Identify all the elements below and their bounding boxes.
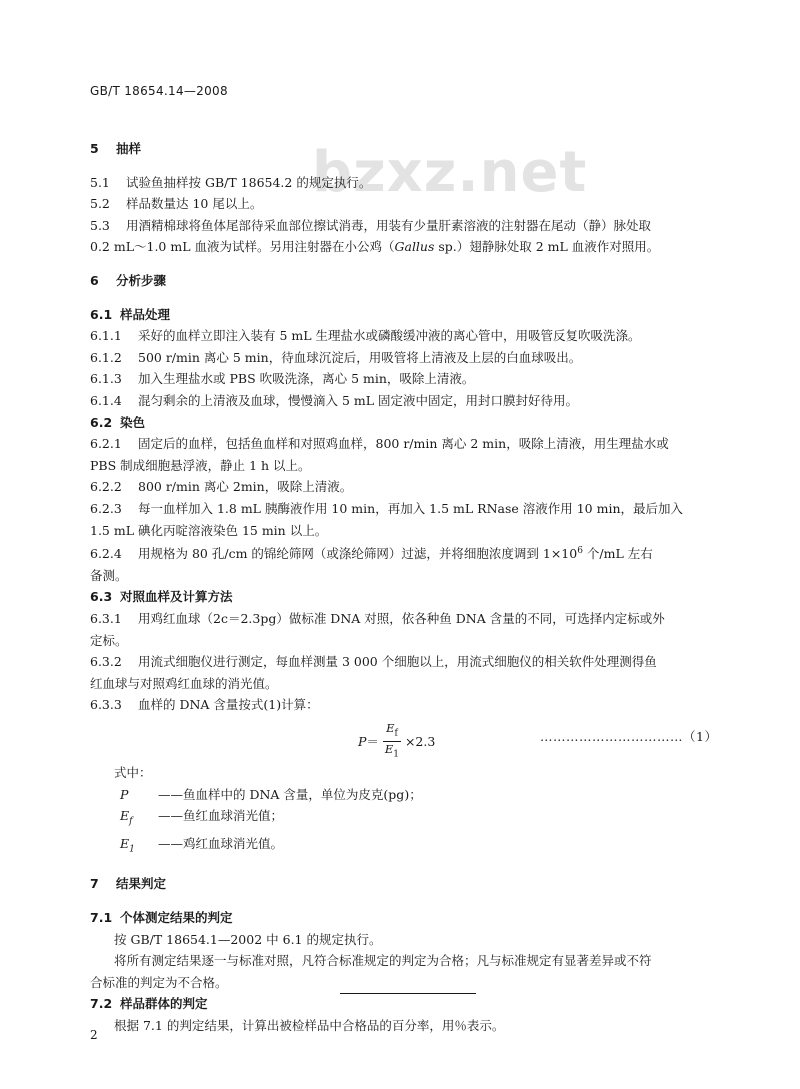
subsection-6-3-heading	[90, 586, 714, 608]
legend-text: 鱼血样中的 DNA 含量，单位为皮克(pg)；	[183, 786, 422, 802]
clause-number: 6.3.2	[90, 654, 122, 670]
formula-expression	[358, 722, 435, 762]
clause-5-3-continued	[90, 236, 714, 258]
clause-text: 采好的血样立即注入装有 5 mL 生理盐水或磷酸缓冲液的离心管中，用吸管反复吹吸洗涤。	[138, 328, 641, 344]
section-title: 分析步骤	[116, 272, 167, 288]
clause-6-2-3	[90, 498, 714, 520]
clause-text: 用酒精棉球将鱼体尾部待采血部位擦试消毒，用装有少量肝素溶液的注射器在尾动（静）脉处取	[126, 217, 652, 233]
legend-text: 鸡红血球消光值。	[183, 836, 284, 852]
watermark: bzxz.net	[312, 140, 588, 205]
subsection-number: 6.3	[90, 589, 113, 605]
clause-5-2	[90, 193, 714, 215]
clause-text: 用规格为 80 孔/cm 的锦纶筛网（或涤纶筛网）过滤，并将细胞浓度调到 1×10	[138, 546, 578, 562]
clause-number: 6.2.1	[90, 436, 122, 452]
section-number: 5	[90, 141, 99, 156]
subsection-number: 6.2	[90, 414, 113, 430]
clause-6-3-2	[90, 651, 714, 673]
legend-separator: ——	[158, 808, 183, 824]
numerator-subscript: f	[394, 728, 398, 739]
denominator-subscript: 1	[393, 749, 399, 760]
clause-text: 500 r/min 离心 5 min，待血球沉淀后，用吸管将上清液及上层的白血球吸出。	[138, 349, 582, 365]
section-6-heading	[90, 270, 714, 292]
formula-fraction	[383, 722, 401, 762]
clause-text: 血样的 DNA 含量按式(1)计算：	[138, 697, 319, 713]
clause-text: 加入生理盐水或 PBS 吹吸洗涤，离心 5 min，吸除上清液。	[138, 371, 475, 387]
clause-6-2-3-continued: 1.5 mL 碘化丙啶溶液染色 15 min 以上。	[90, 522, 328, 538]
section-number: 6	[90, 272, 99, 288]
clause-number: 5.2	[90, 196, 110, 212]
clause-text: 样品数量达 10 尾以上。	[126, 196, 263, 212]
clause-number: 5.3	[90, 217, 110, 233]
clause-6-2-4-continued: 备测。	[90, 567, 128, 583]
section-7-heading	[90, 873, 714, 895]
clause-text: 800 r/min 离心 2min，吸除上清液。	[138, 479, 353, 495]
clause-text: sp.）翅静脉处取 2 mL 血液作对照用。	[434, 239, 660, 255]
exponent: 6	[577, 546, 583, 557]
symbol-subscript: 1	[129, 844, 135, 855]
formula-lhs: P	[358, 734, 367, 749]
clause-number: 6.1.2	[90, 349, 122, 365]
clause-6-1-2	[90, 347, 714, 369]
clause-number: 6.1.1	[90, 328, 122, 344]
clause-6-2-1-continued: PBS 制成细胞悬浮液，静止 1 h 以上。	[90, 457, 311, 473]
legend-symbol	[120, 805, 158, 833]
clause-text: 每一血样加入 1.8 mL 胰酶液作用 10 min，再加入 1.5 mL RNase 溶液作用 10 min，最后加入	[138, 500, 684, 516]
clause-number: 6.2.3	[90, 500, 122, 516]
clause-number: 6.2.4	[90, 546, 122, 562]
subsection-7-2-heading	[90, 993, 714, 1015]
clause-6-3-1-continued: 定标。	[90, 632, 128, 648]
clause-5-1	[90, 172, 714, 194]
numerator-symbol: E	[386, 721, 395, 735]
clause-text: 固定后的血样，包括鱼血样和对照鸡血样，800 r/min 离心 2 min，吸除上清液，用生理盐水或	[138, 436, 669, 452]
clause-text: 用鸡红血球（2c＝2.3pg）做标准 DNA 对照，依各种鱼 DNA 含量的不同，可选择内定标或外	[138, 611, 665, 627]
clause-text: 0.2 mL～1.0 mL 血液为试样。另用注射器在小公鸡（	[90, 239, 395, 255]
clause-text: 用流式细胞仪进行测定，每血样测量 3 000 个细胞以上，用流式细胞仪的相关软件处理测得鱼	[138, 654, 657, 670]
subsection-title: 样品处理	[120, 306, 171, 322]
clause-5-3	[90, 215, 714, 237]
symbol-letter: E	[120, 808, 130, 824]
legend-separator: ——	[158, 786, 183, 802]
subsection-title: 染色	[120, 414, 146, 430]
clause-6-2-4	[90, 541, 714, 565]
formula-equals: ＝	[366, 734, 379, 749]
dna-content-formula	[90, 718, 718, 760]
clause-7-1-para-1: 按 GB/T 18654.1—2002 中 6.1 的规定执行。	[114, 931, 382, 947]
legend-text: 鱼红血球消光值；	[183, 808, 284, 824]
clause-6-1-3	[90, 368, 714, 390]
formula-where-label: 式中：	[114, 765, 152, 780]
clause-text: 试验鱼抽样按 GB/T 18654.2 的规定执行。	[126, 174, 372, 190]
fraction-denominator	[385, 743, 399, 761]
clause-7-1-para-2-continued: 合标准的判定为不合格。	[90, 974, 228, 990]
legend-row-ef	[90, 805, 714, 833]
standard-code-header: GB/T 18654.14—2008	[90, 84, 228, 98]
subsection-title: 样品群体的判定	[120, 996, 208, 1012]
clause-7-1-para-2: 将所有测定结果逐一与标准对照，凡符合标准规定的判定为合格；凡与标准规定有显著差异或不符	[114, 953, 652, 969]
legend-symbol	[120, 784, 158, 806]
subsection-6-2-heading	[90, 412, 714, 434]
subsection-number: 7.2	[90, 996, 113, 1012]
species-name: Gallus	[394, 239, 435, 255]
clause-number: 6.1.3	[90, 371, 122, 387]
fraction-numerator	[386, 722, 398, 740]
clause-6-1-4	[90, 390, 714, 412]
section-number: 7	[90, 876, 99, 892]
clause-text: 混匀剩余的上清液及血球，慢慢滴入 5 mL 固定液中固定，用封口膜封好待用。	[138, 392, 579, 408]
clause-6-2-2	[90, 476, 714, 498]
subsection-7-1-heading	[90, 907, 714, 929]
section-title: 抽样	[116, 141, 142, 156]
subsection-title: 对照血样及计算方法	[120, 589, 233, 605]
subsection-number: 7.1	[90, 909, 113, 925]
symbol-letter: E	[120, 836, 130, 852]
legend-symbol	[120, 833, 158, 861]
clause-6-3-2-continued: 红血球与对照鸡红血球的消光值。	[90, 675, 278, 691]
subsection-title: 个体测定结果的判定	[120, 909, 233, 925]
subsection-6-1-heading	[90, 304, 714, 326]
clause-number: 6.1.4	[90, 392, 122, 408]
page-number: 2	[90, 1028, 98, 1042]
clause-6-3-3	[90, 694, 714, 716]
clause-number: 5.1	[90, 174, 110, 190]
subsection-number: 6.1	[90, 306, 113, 322]
clause-number: 6.2.2	[90, 479, 122, 495]
clause-6-2-1	[90, 433, 714, 455]
formula-rhs: ×2.3	[404, 734, 436, 749]
clause-7-2-para: 根据 7.1 的判定结果，计算出被检样品中合格品的百分率，用％表示。	[114, 1017, 505, 1033]
formula-number: ……………………………（1）	[540, 729, 718, 744]
clause-6-1-1	[90, 325, 714, 347]
clause-number: 6.3.1	[90, 611, 122, 627]
symbol-letter: P	[120, 786, 129, 802]
section-title: 结果判定	[116, 876, 167, 892]
legend-row-p	[90, 784, 714, 806]
clause-number: 6.3.3	[90, 697, 122, 713]
legend-separator: ——	[158, 836, 183, 852]
section-5-heading	[90, 138, 714, 160]
clause-text: 个/mL 左右	[582, 546, 653, 562]
denominator-symbol: E	[384, 742, 394, 757]
legend-row-e1	[90, 833, 714, 861]
symbol-subscript: f	[129, 816, 133, 827]
page-body	[90, 126, 718, 1037]
clause-6-3-1	[90, 608, 714, 630]
